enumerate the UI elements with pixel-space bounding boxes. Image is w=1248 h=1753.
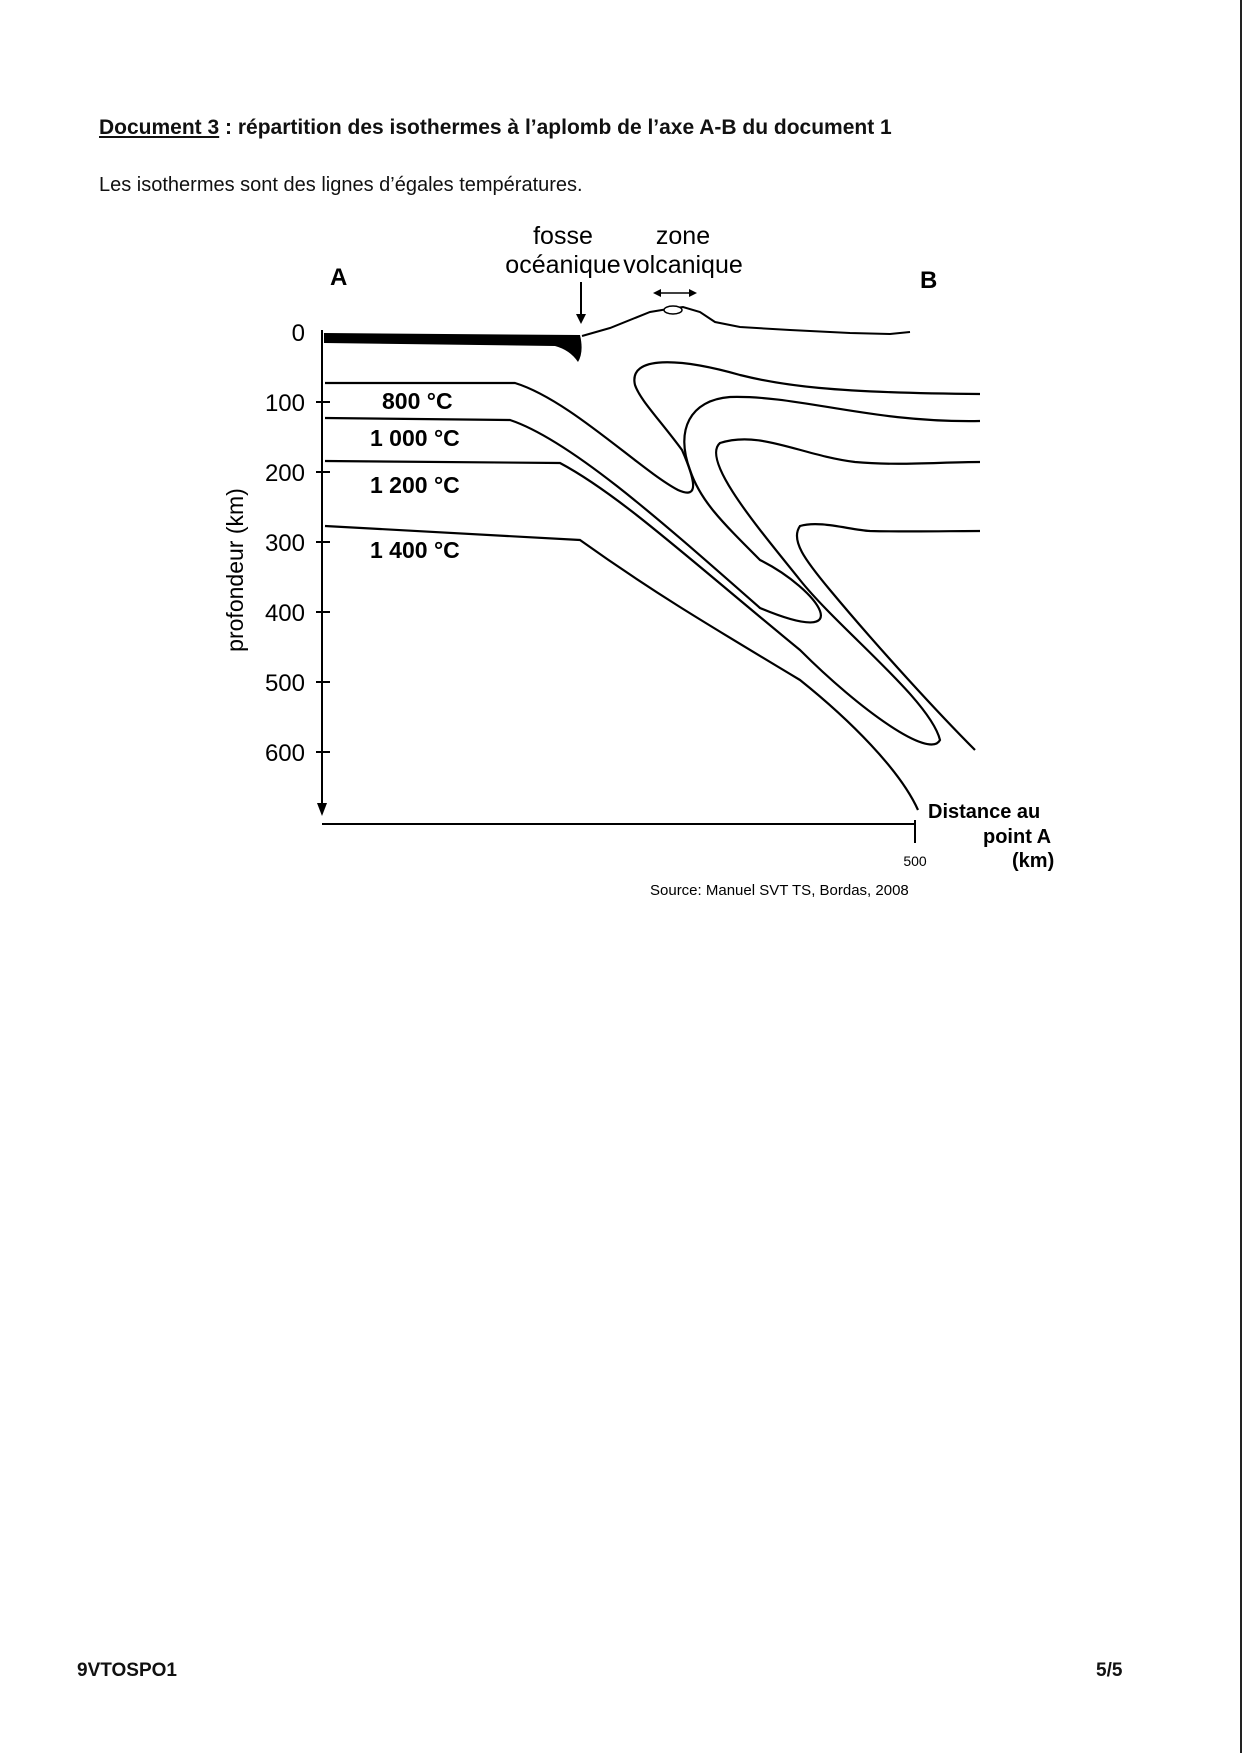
y-tick-label: 600 bbox=[264, 740, 305, 767]
volcano-label-line2: volcanique bbox=[623, 251, 743, 279]
isotherm-1400-hook bbox=[797, 524, 980, 750]
isotherm-label-1200: 1 200 °C bbox=[370, 472, 460, 498]
y-tick-label: 100 bbox=[264, 390, 305, 417]
y-axis-title: profondeur (km) bbox=[222, 488, 248, 652]
x-axis-label-line3: (km) bbox=[1012, 850, 1055, 872]
isotherm-label-1000: 1 000 °C bbox=[370, 425, 460, 451]
x-tick-label: 500 bbox=[903, 853, 927, 869]
surface-profile bbox=[582, 307, 910, 336]
y-tick-label: 400 bbox=[264, 600, 305, 627]
page-number: 5/5 bbox=[1096, 1660, 1123, 1681]
y-tick-label: 0 bbox=[291, 320, 305, 347]
isotherm-1400 bbox=[325, 526, 918, 810]
document-reference: Document 3 bbox=[99, 116, 220, 139]
trench-label-line1: fosse bbox=[533, 222, 593, 250]
isotherm-label-800: 800 °C bbox=[382, 388, 453, 414]
page-edge-divider bbox=[1240, 0, 1242, 1753]
point-a-label: A bbox=[330, 264, 348, 291]
y-tick-label: 200 bbox=[264, 460, 305, 487]
source-caption: Source: Manuel SVT TS, Bordas, 2008 bbox=[650, 882, 909, 899]
point-b-label: B bbox=[920, 267, 938, 294]
trench-label-line2: océanique bbox=[505, 251, 621, 279]
volcano-label-line1: zone bbox=[655, 222, 711, 250]
isotherm-labels bbox=[370, 388, 460, 563]
y-tick-label: 500 bbox=[264, 670, 305, 697]
intro-text: Les isothermes sont des lignes d’égales températures. bbox=[99, 174, 583, 196]
oceanic-crust bbox=[324, 333, 582, 362]
isotherm-label-1400: 1 400 °C bbox=[370, 537, 460, 563]
x-axis-label-line2: point A bbox=[983, 826, 1052, 848]
footer-code: 9VTOSPO1 bbox=[77, 1660, 177, 1681]
volcanic-zone-arrow bbox=[653, 289, 697, 297]
y-tick-labels bbox=[265, 320, 305, 767]
document-title: : répartition des isothermes à l’aplomb de l’axe A-B du document 1 bbox=[219, 116, 892, 139]
trench-arrow bbox=[576, 282, 586, 324]
x-axis-label-line1: Distance au bbox=[928, 801, 1041, 823]
volcano-icon bbox=[664, 306, 682, 314]
y-tick-label: 300 bbox=[264, 530, 305, 557]
